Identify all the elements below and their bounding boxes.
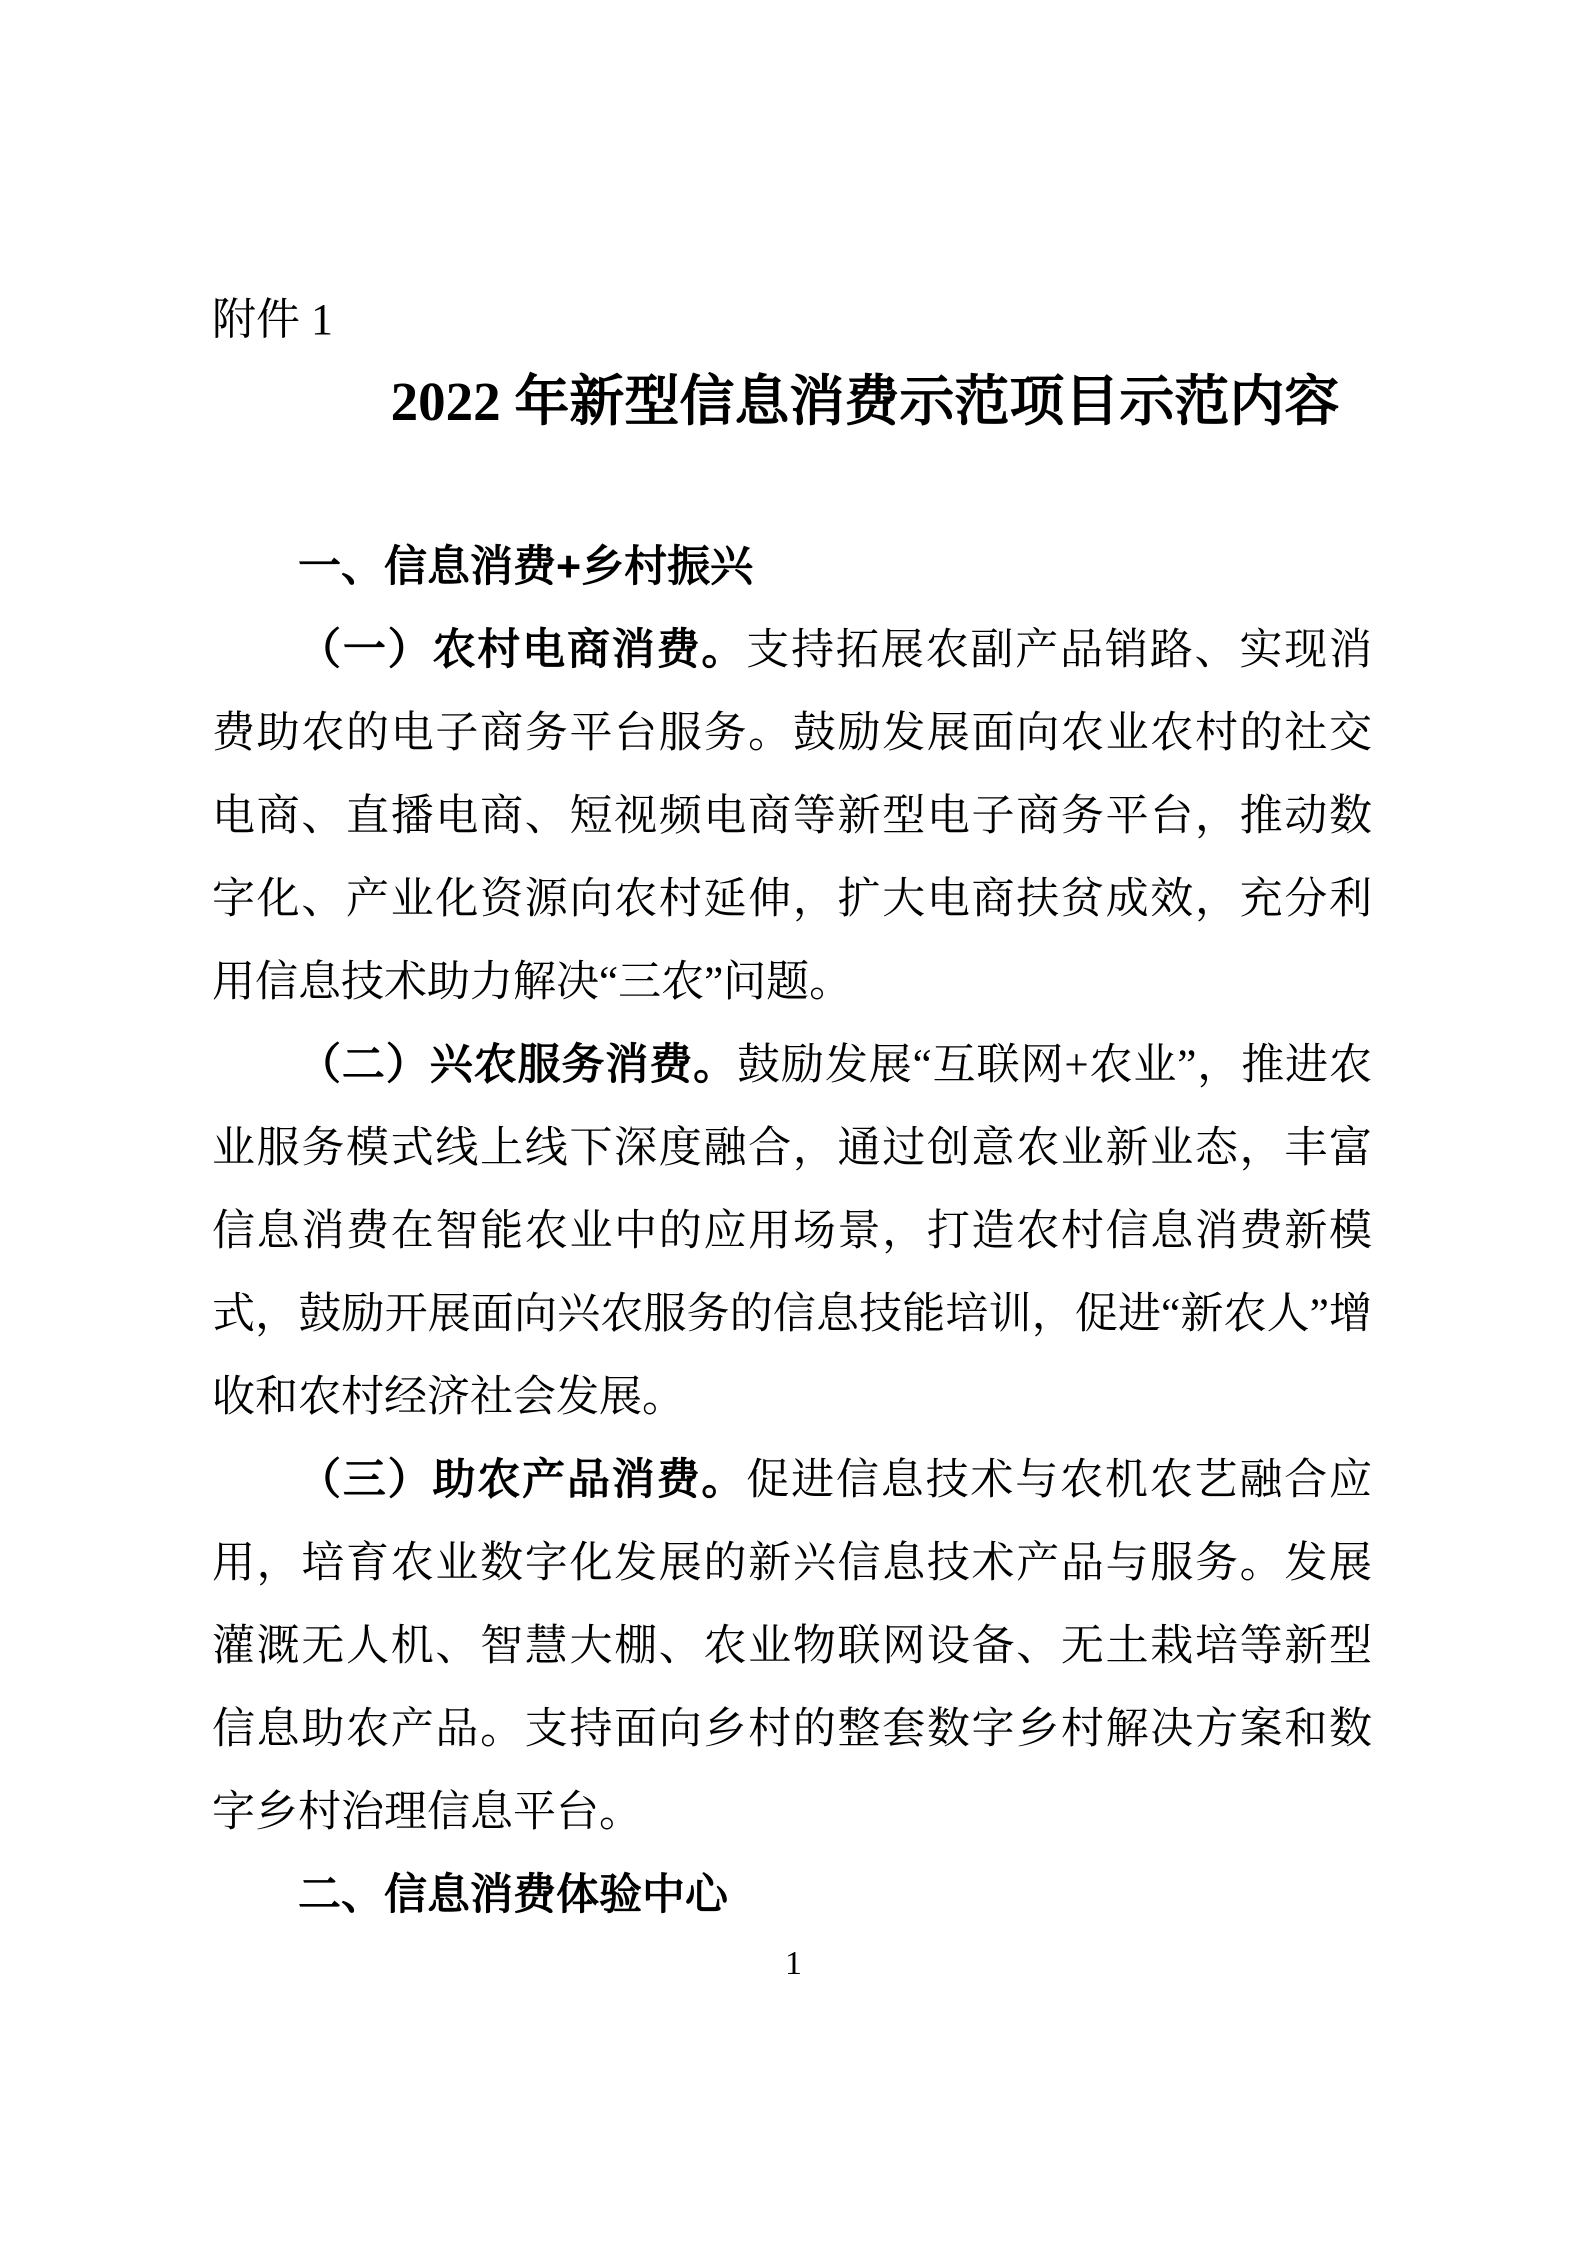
- paragraph-body: 促进信息技术与农机农艺融合应用，培育农业数字化发展的新兴信息技术产品与服务。发展灌溉无人机、智慧大棚、农业物联网设备、无土栽培等新型信息助农产品。支持面向乡村的整套数字乡村解决方案和数字乡村治理信息平台。: [212, 1457, 1373, 1836]
- paragraph: [212, 1439, 1372, 1854]
- paragraph: [212, 609, 1372, 1024]
- section-heading: 二、信息消费体验中心: [298, 1871, 728, 1919]
- paragraph-lead: （二）兴农服务消费。: [298, 1042, 738, 1089]
- paragraph-lead: （一）农村电商消费。: [298, 627, 747, 674]
- paragraph: [212, 1024, 1372, 1439]
- paragraph-lead: （三）助农产品消费。: [298, 1457, 747, 1504]
- document-body: [212, 526, 1372, 1937]
- document-title: 2022 年新型信息消费示范项目示范内容: [390, 371, 1340, 432]
- paragraph-body: 鼓励发展“互联网+农业”，推进农业服务模式线上线下深度融合，通过创意农业新业态，丰富信息消费在智能农业中的应用场景，打造农村信息消费新模式，鼓励开展面向兴农服务的信息技能培训，促进“新农人”增收和农村经济社会发展。: [212, 1042, 1372, 1421]
- attachment-label: 附件 1: [212, 295, 333, 344]
- document-content: [212, 0, 1372, 1937]
- section-heading: 一、信息消费+乡村振兴: [298, 543, 754, 591]
- page-number: 1: [785, 1945, 802, 1982]
- paragraph-body: 支持拓展农副产品销路、实现消费助农的电子商务平台服务。鼓励发展面向农业农村的社交电商、直播电商、短视频电商等新型电子商务平台，推动数字化、产业化资源向农村延伸，扩大电商扶贫成效，充分利用信息技术助力解决“三农”问题。: [212, 627, 1373, 1006]
